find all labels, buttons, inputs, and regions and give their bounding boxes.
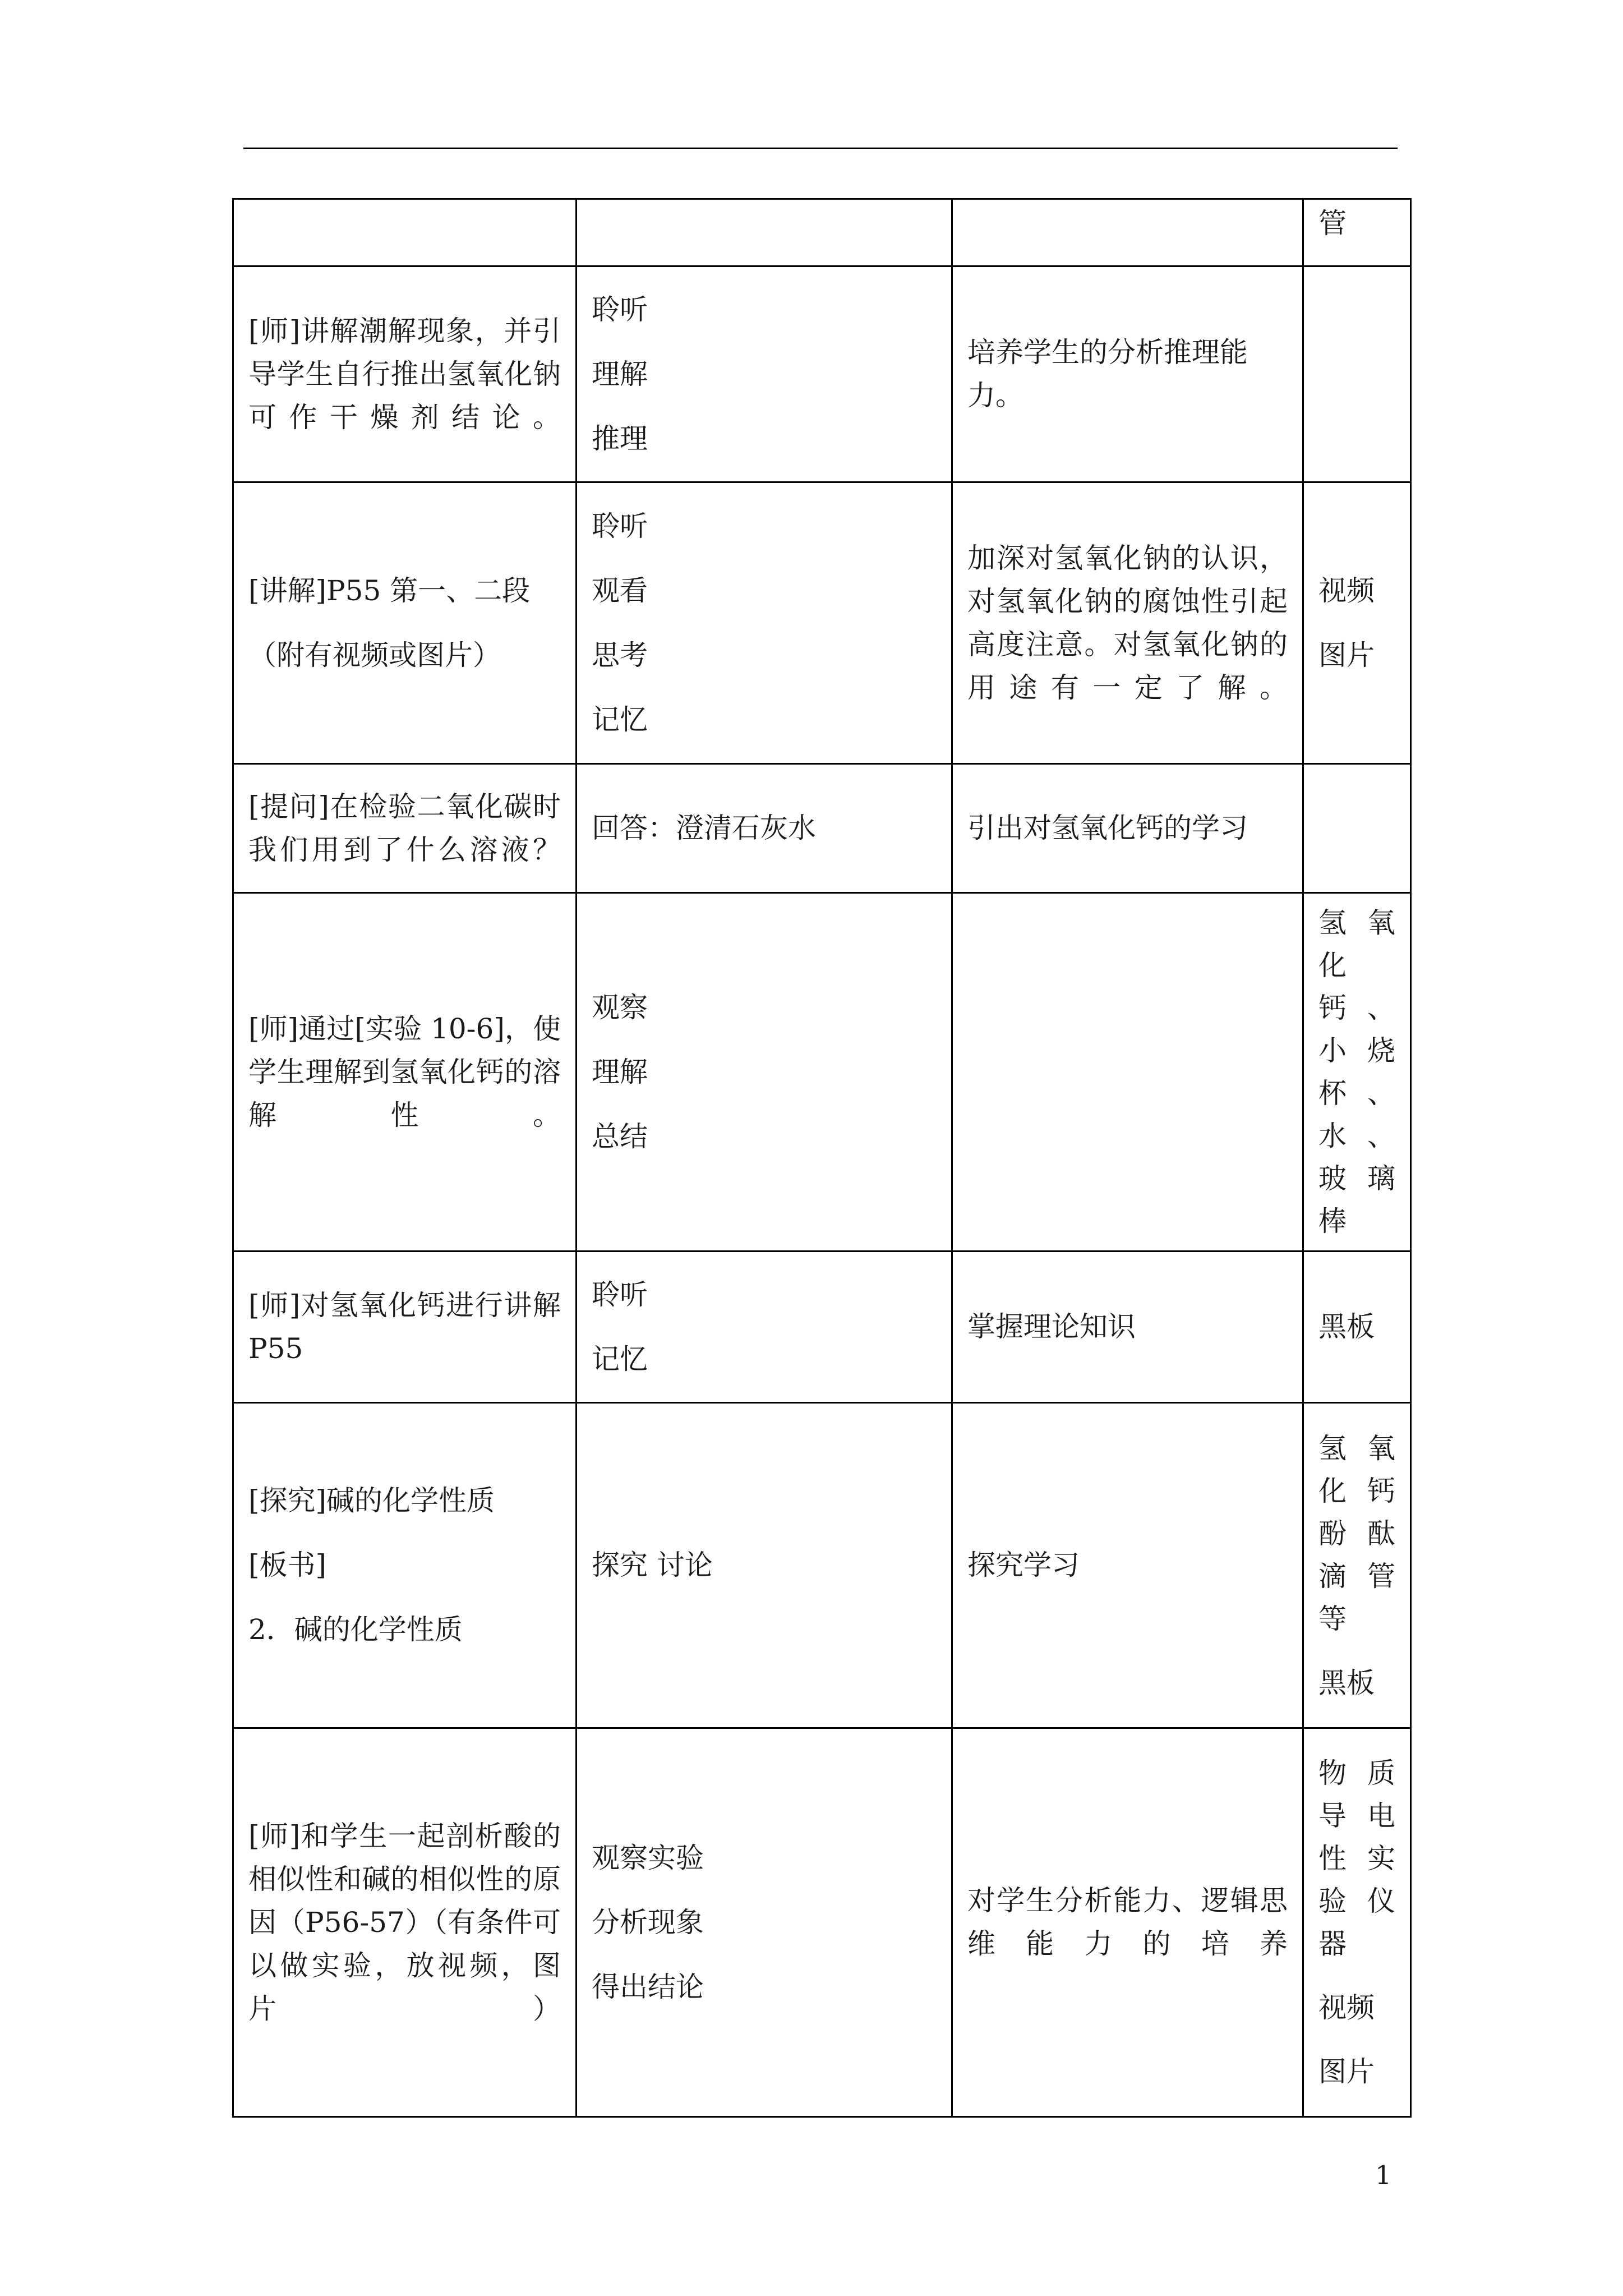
student-activity-text: 理解 — [592, 357, 648, 390]
materials-cell — [1303, 764, 1411, 893]
materials-cell — [1303, 893, 1411, 1251]
materials-text: 黑板 — [1318, 1666, 1375, 1699]
teacher-activity-text: [探究]碱的化学性质 — [248, 1484, 495, 1517]
materials-text: 图片 — [1318, 638, 1375, 671]
student-activity-cell — [577, 199, 952, 266]
student-activity-text: 推理 — [592, 422, 648, 455]
student-activity-text: 观察 — [592, 991, 648, 1024]
teacher-activity-text: [师]和学生一起剖析酸的相似性和碱的相似性的原因（P56-57）（有条件可以做实验，放视频，图片） — [248, 1819, 561, 2025]
materials-cell — [1303, 1728, 1411, 2117]
design-intent-cell — [952, 1403, 1303, 1728]
materials-cell — [1303, 199, 1411, 266]
teacher-activity-cell — [233, 1728, 577, 2117]
table-row — [233, 893, 1411, 1251]
teacher-activity-text: [讲解]P55 第一、二段 — [248, 574, 531, 607]
student-activity-text: 探究 讨论 — [592, 1549, 713, 1581]
design-intent-text: 加深对氢氧化钠的认识，对氢氧化钠的腐蚀性引起高度注意。对氢氧化钠的用途有一定了解。 — [967, 541, 1288, 704]
teacher-activity-text: 2．碱的化学性质 — [248, 1613, 463, 1646]
student-activity-text: 记忆 — [592, 703, 648, 736]
header-rule — [243, 148, 1398, 149]
teacher-activity-text: [师]讲解潮解现象，并引导学生自行推出氢氧化钠可作干燥剂结论。 — [248, 314, 561, 434]
student-activity-text: 聆听 — [592, 509, 648, 542]
table-row — [233, 199, 1411, 266]
student-activity-cell — [577, 893, 952, 1251]
student-activity-text: 聆听 — [592, 293, 648, 326]
materials-cell — [1303, 1251, 1411, 1403]
design-intent-cell — [952, 199, 1303, 266]
materials-text: 视频 — [1318, 574, 1375, 607]
design-intent-cell — [952, 266, 1303, 482]
student-activity-text: 总结 — [592, 1120, 648, 1153]
materials-text: 图片 — [1318, 2055, 1375, 2088]
teacher-activity-cell — [233, 199, 577, 266]
design-intent-cell — [952, 1728, 1303, 2117]
teacher-activity-cell — [233, 266, 577, 482]
design-intent-text: 掌握理论知识 — [967, 1310, 1136, 1343]
student-activity-cell — [577, 266, 952, 482]
design-intent-cell — [952, 893, 1303, 1251]
design-intent-cell — [952, 482, 1303, 764]
teacher-activity-text: （附有视频或图片） — [248, 638, 501, 671]
materials-text: 黑板 — [1318, 1310, 1375, 1343]
materials-text: 管 — [1318, 207, 1347, 240]
student-activity-text: 观看 — [592, 574, 648, 607]
student-activity-cell — [577, 482, 952, 764]
table-row — [233, 266, 1411, 482]
page-number: 1 — [1375, 2160, 1392, 2190]
student-activity-text: 记忆 — [592, 1342, 648, 1375]
student-activity-cell — [577, 1251, 952, 1403]
design-intent-text: 引出对氢氧化钙的学习 — [967, 812, 1248, 844]
table-row — [233, 1251, 1411, 1403]
teacher-activity-cell — [233, 482, 577, 764]
lesson-plan-table — [232, 198, 1412, 2118]
design-intent-cell — [952, 1251, 1303, 1403]
student-activity-text: 得出结论 — [592, 1970, 704, 2003]
teacher-activity-text: [提问]在检验二氧化碳时我们用到了什么溶液？ — [248, 790, 561, 866]
table-row — [233, 1728, 1411, 2117]
teacher-activity-cell — [233, 1251, 577, 1403]
materials-text: 视频 — [1318, 1991, 1375, 2024]
teacher-activity-text: [师]对氢氧化钙进行讲解 P55 — [248, 1289, 561, 1365]
table-row — [233, 1403, 1411, 1728]
design-intent-cell — [952, 764, 1303, 893]
student-activity-text: 观察实验 — [592, 1841, 704, 1874]
teacher-activity-cell — [233, 1403, 577, 1728]
student-activity-cell — [577, 764, 952, 893]
student-activity-text: 理解 — [592, 1055, 648, 1088]
materials-cell — [1303, 1403, 1411, 1728]
table-row — [233, 764, 1411, 893]
teacher-activity-cell — [233, 893, 577, 1251]
teacher-activity-text: [师]通过[实验 10-6]，使学生理解到氢氧化钙的溶解性。 — [248, 1012, 561, 1131]
table-row — [233, 482, 1411, 764]
materials-text: 氢氧化钙、小烧杯、水、玻璃棒 — [1318, 907, 1395, 1237]
materials-text: 物质导电性实验仪器 — [1318, 1757, 1395, 1960]
teacher-activity-cell — [233, 764, 577, 893]
student-activity-text: 聆听 — [592, 1278, 648, 1311]
design-intent-text: 对学生分析能力、逻辑思维能力的培养 — [967, 1884, 1288, 1960]
student-activity-text: 思考 — [592, 638, 648, 671]
materials-cell — [1303, 266, 1411, 482]
student-activity-text: 分析现象 — [592, 1906, 704, 1939]
design-intent-text: 探究学习 — [967, 1549, 1080, 1581]
teacher-activity-text: [板书] — [248, 1549, 327, 1581]
student-activity-text: 回答：澄清石灰水 — [592, 812, 816, 844]
materials-text: 氢氧化钙酚酞滴管等 — [1318, 1432, 1395, 1635]
student-activity-cell — [577, 1403, 952, 1728]
materials-cell — [1303, 482, 1411, 764]
student-activity-cell — [577, 1728, 952, 2117]
design-intent-text: 培养学生的分析推理能力。 — [967, 336, 1248, 412]
